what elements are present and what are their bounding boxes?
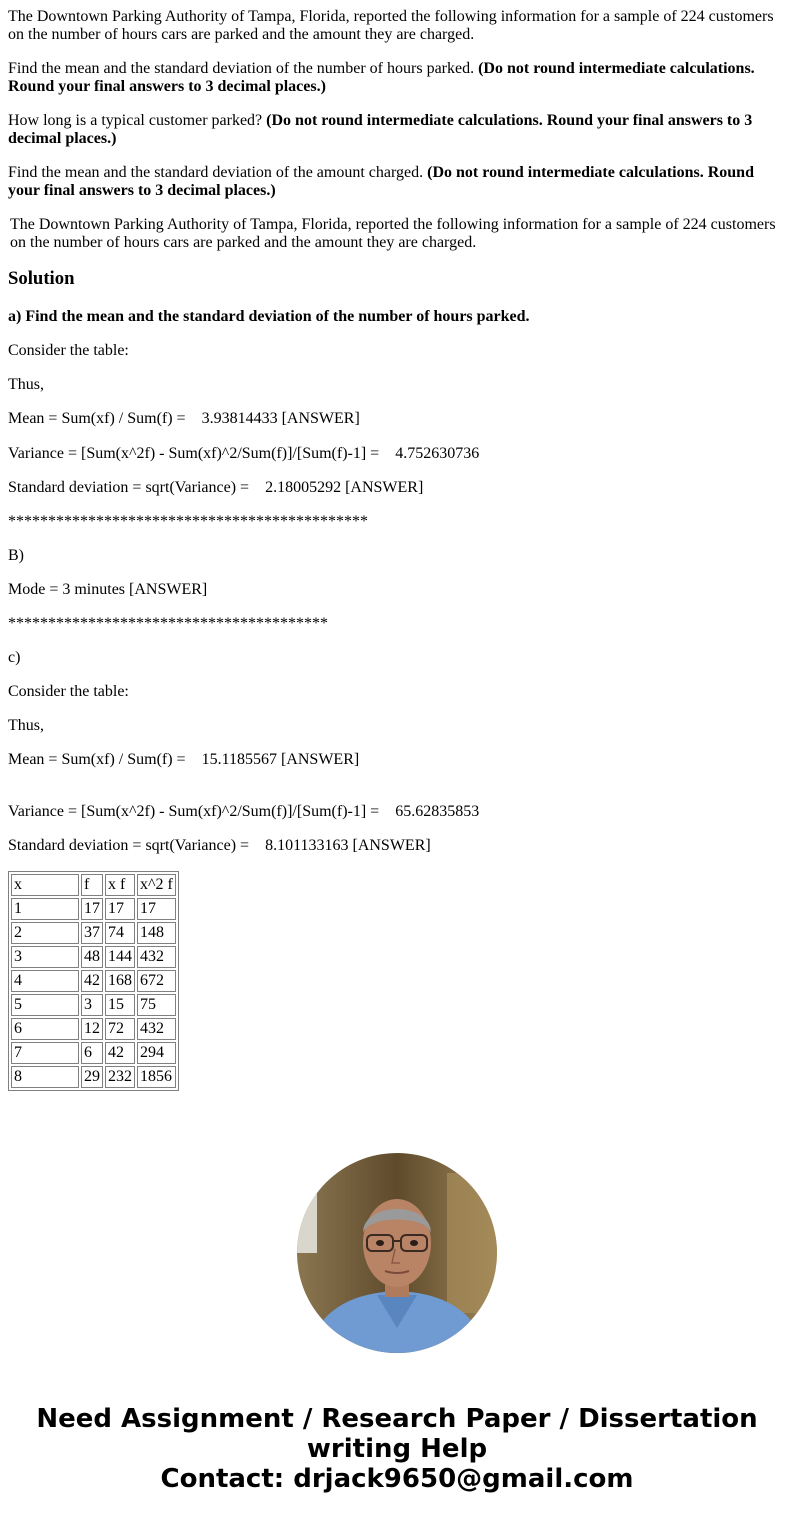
part-b-label: B) [8,547,24,564]
question-3-text: Find the mean and the standard deviation of the amount charged. [8,164,424,181]
table-header-row [11,874,176,896]
table-cell: 1856 [137,1066,176,1088]
part-c-mean [8,751,786,769]
table-header-cell: x^2 f [137,874,176,896]
part-c-thus: Thus, [8,717,44,734]
question-1-instruction: (Do not round intermediate calculations. Round your final answers to 3 decimal places.) [8,60,755,95]
footer-promo [0,1404,794,1494]
table-row [11,994,176,1016]
variance-a-label: Variance = [Sum(x^2f) - Sum(xf)^2/Sum(f)]/[Sum(f)-1] = [8,445,380,462]
table-cell: 42 [105,1042,135,1064]
table-cell: 42 [81,970,103,992]
part-a-mean [8,410,786,428]
footer-contact: Contact: drjack9650@gmail.com [160,1464,634,1494]
part-c-label: c) [8,649,21,666]
part-a-consider: Consider the table: [8,342,129,359]
table-cell: 17 [81,898,103,920]
question-intro: The Downtown Parking Authority of Tampa, Florida, reported the following information for a sample of 224 customers on the number of hours cars are parked and the amount they are charged. [8,8,774,43]
table-cell: 294 [137,1042,176,1064]
author-photo [297,1153,497,1353]
table-cell: 432 [137,1018,176,1040]
sd-a-label: Standard deviation = sqrt(Variance) = [8,479,250,496]
separator-stars-1: ********************************************* [8,513,368,530]
part-a-heading: a) Find the mean and the standard deviation of the number of hours parked. [8,308,530,325]
mean-a-value: 3.93814433 [ANSWER] [201,410,360,427]
table-cell: 8 [11,1066,79,1088]
table-cell: 37 [81,922,103,944]
part-c-consider: Consider the table: [8,683,129,700]
part-b-mode: Mode = 3 minutes [ANSWER] [8,581,208,598]
variance-a-value: 4.752630736 [395,445,480,462]
table-cell: 232 [105,1066,135,1088]
table-header-cell: f [81,874,103,896]
table-cell: 1 [11,898,79,920]
table-cell: 672 [137,970,176,992]
table-cell: 144 [105,946,135,968]
table-cell: 5 [11,994,79,1016]
question-2-text: How long is a typical customer parked? [8,112,263,129]
mean-a-label: Mean = Sum(xf) / Sum(f) = [8,410,186,427]
table-row [11,922,176,944]
table-cell: 48 [81,946,103,968]
table-cell: 3 [11,946,79,968]
table-cell: 29 [81,1066,103,1088]
part-c-variance [8,803,786,821]
part-a-variance [8,445,786,463]
quoted-question: The Downtown Parking Authority of Tampa, Florida, reported the following information for a sample of 224 customers on the number of hours cars are parked and the amount they are charged. [10,216,776,251]
table-row [11,946,176,968]
table-cell: 432 [137,946,176,968]
question-3-instruction: (Do not round intermediate calculations. Round your final answers to 3 decimal places.) [8,164,754,199]
table-cell: 148 [137,922,176,944]
variance-c-label: Variance = [Sum(x^2f) - Sum(xf)^2/Sum(f)]/[Sum(f)-1] = [8,803,380,820]
sd-a-value: 2.18005292 [ANSWER] [265,479,424,496]
footer-line-1: Need Assignment / Research Paper / Dissertation [36,1404,758,1434]
mean-c-value: 15.1185567 [ANSWER] [201,751,360,768]
question-1 [8,60,786,96]
table-cell: 6 [81,1042,103,1064]
table-row [11,1066,176,1088]
variance-c-value: 65.62835853 [395,803,480,820]
solution-heading: Solution [8,268,75,289]
table-cell: 15 [105,994,135,1016]
table-cell: 3 [81,994,103,1016]
table-header-cell: x f [105,874,135,896]
question-2 [8,112,786,148]
author-avatar [297,1153,497,1353]
table-row [11,1018,176,1040]
part-a-sd [8,479,786,497]
question-3 [8,164,786,200]
table-cell: 6 [11,1018,79,1040]
table-header-cell: x [11,874,79,896]
table-cell: 4 [11,970,79,992]
separator-stars-2: **************************************** [8,615,328,632]
part-c-sd [8,837,786,855]
table-cell: 17 [105,898,135,920]
table-row [11,898,176,920]
question-2-instruction: (Do not round intermediate calculations. Round your final answers to 3 decimal places.) [8,112,753,147]
sd-c-value: 8.101133163 [ANSWER] [265,837,431,854]
part-a-thus: Thus, [8,376,44,393]
table-cell: 168 [105,970,135,992]
table-cell: 74 [105,922,135,944]
footer-line-2: writing Help [306,1434,488,1464]
frequency-table [8,871,179,1091]
table-cell: 75 [137,994,176,1016]
sd-c-label: Standard deviation = sqrt(Variance) = [8,837,250,854]
blank-line [8,785,786,803]
table-row [11,1042,176,1064]
question-1-text: Find the mean and the standard deviation of the number of hours parked. [8,60,475,77]
table-cell: 17 [137,898,176,920]
table-cell: 72 [105,1018,135,1040]
table-cell: 2 [11,922,79,944]
table-row [11,970,176,992]
table-cell: 12 [81,1018,103,1040]
table-cell: 7 [11,1042,79,1064]
mean-c-label: Mean = Sum(xf) / Sum(f) = [8,751,186,768]
